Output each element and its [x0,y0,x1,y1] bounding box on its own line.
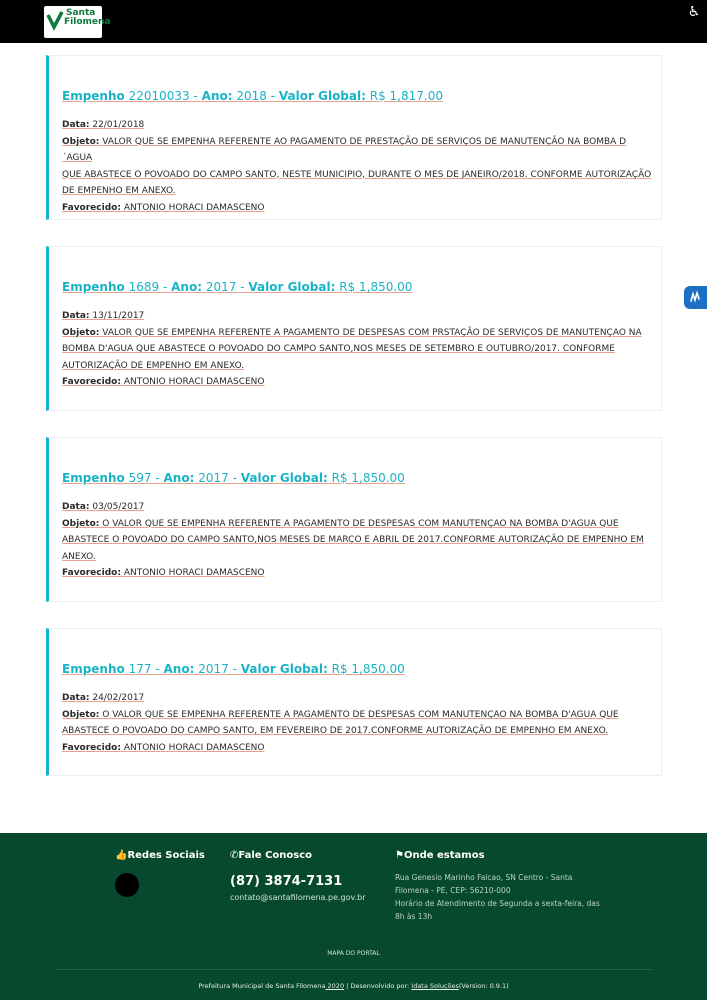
empenho-objeto-line: ANEXO. [62,551,96,562]
empenho-objeto-line: Objeto: VALOR QUE SE EMPENHA REFERENTE A PAGAMENTO DE DESPESAS COM PRSTAÇÃO DE SERVIÇOS DE MANUTENÇAO NA [62,327,642,338]
empenho-card [46,55,662,220]
empenho-details [62,690,652,756]
empenho-card [46,628,662,776]
people-location-icon: ⚑ [395,850,404,861]
empenho-title-link[interactable]: Empenho 177 - Ano: 2017 - Valor Global: R$ 1,850.00 [62,662,405,676]
developer-link[interactable]: Idata Soluções [411,982,459,990]
sign-language-icon [688,290,703,305]
address-line: Rua Genesio Marinho Falcao, SN Centro - Santa [395,873,573,882]
address-line: 8h às 13h [395,912,433,921]
site-logo[interactable] [44,6,111,38]
empenho-objeto-line: Objeto: VALOR QUE SE EMPENHA REFERENTE AO PAGAMENTO DE PRESTAÇÃO DE SERVIÇOS DE MANUTENÇÃO NA BOMBA D´AGUA [62,136,627,163]
contact-email[interactable]: contato@santafilomena.pe.gov.br [230,893,366,902]
logo-text-line1: Santa [66,8,96,18]
empenho-card [46,437,662,602]
empenho-data: Data: 22/01/2018 [62,120,145,130]
empenho-objeto-line: QUE ABASTECE O POVOADO DO CAMPO SANTO, NESTE MUNICIPIO, DURANTE O MES DE JANEIRO/2018. CONFORME AUTORIZAÇÃO [62,169,652,180]
empenho-objeto-line: ABASTECE O POVOADO DO CAMPO SANTO, EM FEVEREIRO DE 2017.CONFORME AUTORIZAÇÃO DE EMPENHO EM ANEXO. [62,726,609,736]
address-block [395,871,605,923]
empenho-objeto-line: AUTORIZAÇÃO DE EMPENHO EM ANEXO. [62,360,245,371]
sign-language-widget[interactable] [684,286,707,309]
empenho-details [62,308,652,391]
empenho-data: Data: 03/05/2017 [62,502,145,512]
wheelchair-icon[interactable]: ♿ [687,4,701,20]
social-link-icon[interactable] [115,873,139,897]
empenho-data: Data: 24/02/2017 [62,693,145,703]
empenho-card [46,246,662,411]
empenho-title-link[interactable]: Empenho 597 - Ano: 2017 - Valor Global: R$ 1,850.00 [62,471,405,485]
empenho-details [62,499,652,582]
thumbs-up-icon: 👍 [115,850,128,861]
empenho-objeto-line: ABASTECE O POVOADO DO CAMPO SANTO,NOS MESES DE MARÇO E ABRIL DE 2017.CONFORME AUTORIZAÇÃO DE EMPENHO EM [62,535,644,545]
top-bar [0,0,707,43]
empenho-objeto-line: Objeto: O VALOR QUE SE EMPENHA REFERENTE A PAGAMENTO DE DESPESAS COM MANUTENÇAO NA BOMBA D'AGUA QUE [62,709,619,720]
empenho-favorecido: Favorecido: ANTONIO HORACI DAMASCENO [62,568,265,578]
contact-phone[interactable]: (87) 3874-7131 [230,874,343,889]
logo-text-line2: Filomena [64,17,111,27]
empenho-objeto-line: Objeto: O VALOR QUE SE EMPENHA REFERENTE A PAGAMENTO DE DESPESAS COM MANUTENÇAO NA BOMBA D'AGUA QUE [62,518,619,529]
social-heading: 👍Redes Sociais [115,850,205,861]
empenho-title-link[interactable]: Empenho 1689 - Ano: 2017 - Valor Global: R$ 1,850.00 [62,280,413,294]
empenho-objeto-line: BOMBA D'AGUA QUE ABASTECE O POVOADO DO CAMPO SANTO,NOS MESES DE SETEMBRO E OUTUBRO/2017. CONFORME [62,344,615,354]
location-heading: ⚑Onde estamos [395,850,485,861]
empenho-favorecido: Favorecido: ANTONIO HORACI DAMASCENO [62,742,265,753]
empenho-details [62,117,652,216]
empenho-title-link[interactable]: Empenho 22010033 - Ano: 2018 - Valor Global: R$ 1,817.00 [62,89,443,103]
copyright: Prefeitura Municipal de Santa Filomena 2020 | Desenvolvido por: Idata Soluções(Version: 0.9.1) [198,982,509,990]
empenho-favorecido: Favorecido: ANTONIO HORACI DAMASCENO [62,202,265,213]
empenho-objeto-line: DE EMPENHO EM ANEXO. [62,186,176,196]
site-footer [0,833,707,1000]
site-map-link[interactable]: MAPA DO PORTAL [327,950,380,957]
logo-check-icon [46,9,64,35]
address-line: Horário de Atendimento de Segunda a sexta-feira, das [395,899,600,908]
address-line: Filomena - PE, CEP: 56210-000 [395,886,511,895]
footer-divider [55,969,652,970]
phone-icon: ✆ [230,850,239,861]
contact-heading: ✆Fale Conosco [230,850,313,861]
empenho-data: Data: 13/11/2017 [62,311,145,321]
empenho-favorecido: Favorecido: ANTONIO HORACI DAMASCENO [62,377,265,387]
